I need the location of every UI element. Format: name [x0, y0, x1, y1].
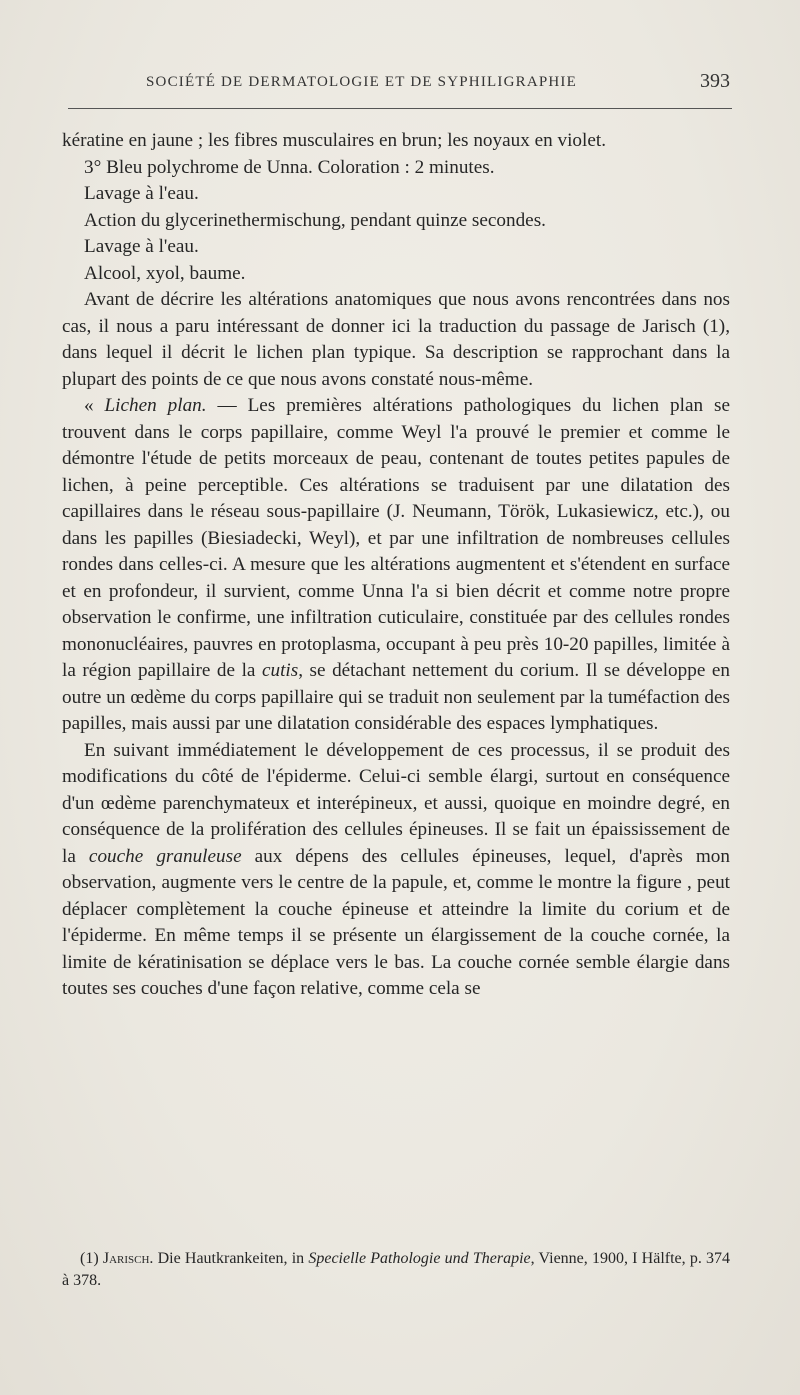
footnote-italic-title: Specielle Pathologie und Therapie: [308, 1250, 531, 1267]
paragraph-8-end: , se détachant nettement du corium. Il se développe en outre un œdème du corps papillaire qui se traduit non seulement par la tuméfaction des papilles, mais aussi par une dilatation considérable des espaces lymphatiques.: [62, 660, 730, 734]
paragraph-5: Lavage à l'eau.: [84, 236, 199, 257]
footnote-author: Jarisch.: [102, 1250, 154, 1267]
footnote-text-1: Die Hautkrankeiten, in: [153, 1250, 309, 1267]
footnote-text-2: , Vienne, 1900, I Hälfte, p. 374 à 378.: [62, 1250, 731, 1289]
quote-open: «: [84, 395, 105, 416]
paragraph-8-text: — Les premières altérations pathologiques du lichen plan se trouvent dans le corps papillaire, comme Weyl l'a prouvé le premier et comme le démontre l'étude de petits morceaux de peau, contenant de toutes petites papules de lichen, à peine perceptible. Ces altérations se traduisent par une dilatation des capillaires dans le réseau sous-papillaire (J. Neumann, Török, Lukasiewicz, etc.), ou dans les papilles (Biesiadecki, Weyl), et par une infiltration de nombreuses cellules rondes dans celles-ci. A mesure que les altérations augmentent et s'étendent en surface et en profondeur, il survient, comme Unna l'a si bien décrit et comme notre propre observation le confirme, une infiltration cuticulaire, constituée par des cellules rondes mononucléaires, pauvres en protoplasma, occupant à peu près 10-20 papilles, limitée à la région papillaire de la: [62, 395, 730, 681]
italic-lichen-plan: Lichen plan.: [104, 395, 207, 416]
footnote-marker: (1): [80, 1250, 103, 1267]
footnote: [62, 1248, 730, 1292]
page-header: [62, 70, 730, 102]
running-head: SOCIÉTÉ DE DERMATOLOGIE ET DE SYPHILIGRAPHIE: [146, 74, 577, 90]
italic-couche-granuleuse: couche granuleuse: [88, 845, 242, 867]
body-text: [62, 128, 730, 1003]
paragraph-9-end: aux dépens des cellules épineuses, lequel, d'après mon observation, augmente vers le centre de la papule, et, comme le montre la figure , peut déplacer complètement la couche épineuse et atteindre la limite du corium et de l'épiderme. En même temps il se présente un élargissement de la couche cornée, la limite de kératinisation se déplace vers le bas. La couche cornée semble élargie dans toutes ses couches d'une façon relative, comme cela se: [62, 845, 730, 999]
paragraph-6: Alcool, xyol, baume.: [84, 262, 246, 284]
paragraph-7: Avant de décrire les altérations anatomiques que nous avons rencontrées dans nos cas, il nous a paru intéressant de donner ici la traduction du passage de Jarisch (1), dans lequel il décrit le lichen plan typique. Sa description se rapprochant dans la plupart des points de ce que nous avons constaté nous-même.: [62, 289, 730, 390]
paragraph-9-start: En suivant immédiatement le développement de ces processus, il se produit des modifications du côté de l'épiderme. Celui-ci semble élargi, surtout en conséquence d'un œdème parenchymateux et interépineux, et aussi, quoique en moindre degré, en conséquence de la prolifération des cellules épineuses. Il se fait un épaississement de la: [62, 739, 730, 867]
italic-cutis: cutis: [261, 660, 299, 681]
paragraph-8: [62, 393, 730, 738]
page-number: 393: [700, 70, 730, 92]
paragraph-4: Action du glycerinethermischung, pendant quinze secondes.: [84, 209, 546, 231]
paragraph-1: kératine en jaune ; les fibres musculaires en brun; les noyaux en violet.: [62, 130, 607, 151]
paragraph-3: Lavage à l'eau.: [84, 183, 199, 204]
footnote-text: [62, 1248, 730, 1292]
paragraph-2: 3° Bleu polychrome de Unna. Coloration : 2 minutes.: [84, 156, 495, 178]
paragraph-9: [62, 738, 730, 1003]
header-rule: [68, 108, 732, 109]
